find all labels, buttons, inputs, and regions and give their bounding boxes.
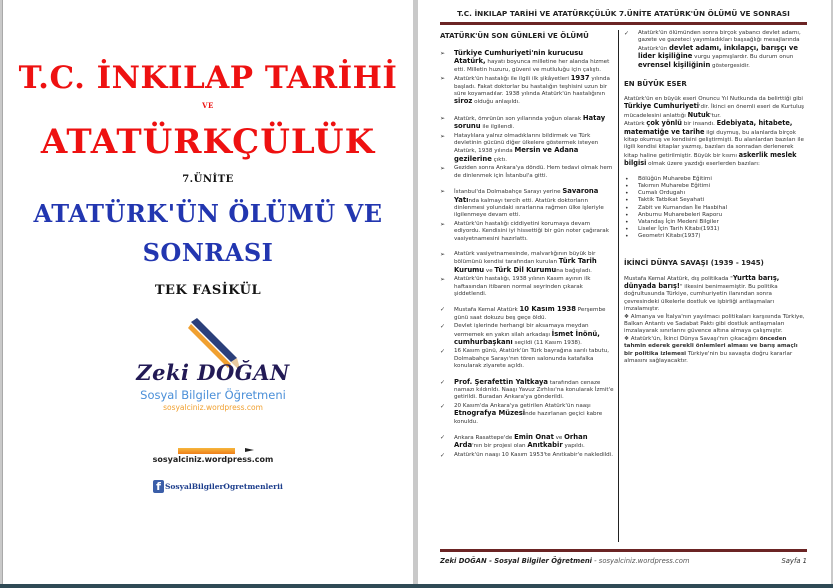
cover-unit: 7.ÜNİTE xyxy=(182,174,234,185)
list-item xyxy=(440,221,616,243)
arrow-icon xyxy=(245,448,254,452)
arrow-bullet-icon: ➢ xyxy=(440,188,446,196)
body-text: Geziden sonra Ankara'ya döndü. Hem tedavi olmak hem de dinlenmek için İstanbul'a gitti. xyxy=(454,165,613,179)
body-text: " ilkesini benimsemiştir. Bu politika doğrultusunda Türkiye, cumhuriyetin ilanından sonra çevresindeki ülkelerle dostluk ve işbirliği antlaşmaları imzalamıştır. xyxy=(624,283,778,313)
footer-url[interactable]: sosyalciniz.wordpress.com xyxy=(598,557,690,565)
bullet-dot-icon: • xyxy=(625,197,629,205)
body-text: yılında başladı. Fakat doktorlar bu hastalığın teşhisini uzun bir süre koyamadılar. 1938 yılında Atatürk'ün hastalığının xyxy=(454,76,610,98)
ww2-paragraph-2 xyxy=(624,314,806,336)
logo-url: sosyalciniz.wordpress.com xyxy=(163,403,263,412)
emphasis-text: 1937 xyxy=(570,74,590,83)
checkmark-icon: ✓ xyxy=(440,434,446,442)
cover-subtitle-line1: ATATÜRK'ÜN ÖLÜMÜ VE xyxy=(33,199,383,228)
bullet-dot-icon: • xyxy=(625,211,629,219)
cover-subtitle-line2: SONRASI xyxy=(142,238,274,267)
logo-author-name: Zeki DOĞAN xyxy=(136,360,290,385)
cover-edition: TEK FASİKÜL xyxy=(154,283,262,298)
list-item xyxy=(440,379,616,402)
website-url[interactable]: sosyalciniz.wordpress.com xyxy=(152,455,274,464)
body-text: hayatı boyunca milletine her alanda hizmet etti. Milletin huzuru, güveni ve mutluluğu için çalıştı. xyxy=(454,59,610,73)
list-item xyxy=(440,133,616,165)
body-text: Atatürk'ün, İkinci Dünya Savaşı'nın çıkacağını xyxy=(630,335,760,342)
body-text: bir insandı. xyxy=(682,121,717,128)
spacer xyxy=(440,244,616,251)
facebook-label: SosyalBilgilerOgretmenlerii xyxy=(165,481,283,491)
arrow-bullet-icon: ➢ xyxy=(440,132,446,140)
bullet-dot-icon: • xyxy=(625,233,629,241)
body-text: yapıldı. xyxy=(562,443,585,450)
list-item xyxy=(624,190,806,197)
body-text: seçildi (11 Kasım 1938). xyxy=(512,340,582,346)
emphasis-text: askerlik meslek bilgisi xyxy=(624,150,797,168)
body-text: olmak üzere yazdığı eserlerden bazıları: xyxy=(646,161,760,168)
emphasis-text: 10 Kasım 1938 xyxy=(519,305,576,314)
section-title-last-days: ATATÜRK'ÜN SON GÜNLERİ VE ÖLÜMÜ xyxy=(440,32,589,40)
list-item-label: Takımın Muharebe Eğitimi xyxy=(638,182,711,189)
footer-author-name: Zeki DOĞAN - Sosyal Bilgiler Öğretmeni xyxy=(440,557,592,565)
arrow-bullet-icon: ➢ xyxy=(440,250,446,258)
emphasis-text: devlet adamı, inkılapçı, barışçı ve lider kişiliğine xyxy=(638,43,798,61)
arrow-bullet-icon: ➢ xyxy=(440,220,446,228)
page-number: Sayfa 1 xyxy=(781,557,807,565)
emphasis-text: Etnografya Müzesi xyxy=(454,409,526,418)
body-text: 'tur. xyxy=(710,112,721,119)
cover-title-ve: VE xyxy=(202,101,214,110)
facebook-link[interactable] xyxy=(153,478,283,494)
emphasis-text: Edebiyata, hitabete, matematiğe ve tarihe xyxy=(624,119,793,136)
emphasis-text: Savarona Yatı xyxy=(454,187,599,204)
checkmark-icon: ✓ xyxy=(440,306,446,314)
body-text: Atatürk'ün naaşı 10 Kasım 1953'te Anıtkabir'e nakledildi. xyxy=(454,451,614,458)
list-item xyxy=(440,165,616,180)
footer-author xyxy=(440,557,690,565)
arrow-bullet-icon: ➢ xyxy=(440,75,446,83)
ww2-paragraph-1 xyxy=(624,275,806,314)
body-text: Atatürk'ün ölümünden sonra birçok yabancı devlet adamı, gazete ve gazeteci yayımladıkları başsağlığı mesajlarında Atatürk'ün xyxy=(638,30,801,52)
checkmark-icon: ✓ xyxy=(440,348,446,356)
body-text: 'nın bir projesi olan xyxy=(472,443,528,450)
list-item xyxy=(624,197,806,204)
arrow-bullet-icon: ➢ xyxy=(440,276,446,284)
arrow-bullet-icon: ➢ xyxy=(440,165,446,173)
list-item xyxy=(440,348,616,370)
diamond-bullet-icon: ❖ xyxy=(624,313,631,320)
body-text: Almanya ve İtalya'nın yayılmacı politikaları karşısında Türkiye, Balkan Antantı ve Sadabat Paktı gibi dostluk antlaşmaları imzalayarak sınırlarını güvence altına almaya çalışmıştır. xyxy=(624,313,805,335)
list-item xyxy=(624,233,806,240)
bullet-dot-icon: • xyxy=(625,175,629,183)
list-item-label: Anburnu Muharebeleri Raporu xyxy=(638,211,723,218)
emphasis-text: Prof. Şerafettin Yaltkaya xyxy=(454,377,548,386)
footer-rule xyxy=(440,549,807,552)
emphasis-text: Emin Onat xyxy=(514,433,554,442)
checkmark-icon: ✓ xyxy=(440,323,446,331)
body-text: Mustafa Kemal Atatürk, dış politikada " xyxy=(624,275,733,282)
list-item xyxy=(624,226,806,233)
list-item-label: Taktik Tatbikat Seyahati xyxy=(638,197,705,204)
checkmark-icon: ✓ xyxy=(440,451,446,459)
list-item xyxy=(440,276,616,298)
left-column xyxy=(440,30,616,460)
emphasis-text: Türkiye Cumhuriyeti xyxy=(624,102,700,111)
body-text: nda kalmayı tercih etti. Atatürk doktorların dinlenmesi yolundaki ısrarlarına rağmen ülke işleriyle ilgilenmeye devam etti. xyxy=(454,197,604,219)
author-logo xyxy=(123,316,303,416)
column-divider xyxy=(618,30,619,542)
body-text: Atatürk'ün hastalığı ile ilgili ilk şikâyetleri xyxy=(454,76,571,83)
window-bottom-edge xyxy=(0,584,833,588)
body-text: vurgu yapmışlardır. Bu durum onun xyxy=(692,54,794,61)
body-text: Mustafa Kemal Atatürk xyxy=(454,307,520,314)
body-text: ve xyxy=(553,435,565,442)
body-text: ile ilgilendi. xyxy=(480,124,515,131)
list-item xyxy=(440,188,616,220)
intro-bullet xyxy=(624,30,806,70)
emphasis-text: önceden tahmin ederek gerekli önlemleri alması ve barış amaçlı bir politika izlemesi xyxy=(624,335,798,357)
emphasis-text: Hatay sorunu xyxy=(454,113,606,131)
list-item xyxy=(440,452,616,459)
body-text: İstanbul'da Dolmabahçe Sarayı yerine xyxy=(454,189,563,196)
body-text: Türkiye'nin bu savaşta doğru kararlar almasını sağlayacaktır. xyxy=(624,350,793,364)
checkmark-icon: ✓ xyxy=(440,402,446,410)
works-paragraph-1 xyxy=(624,96,806,120)
list-item-label: Cumalı Ordugahı xyxy=(638,190,685,197)
right-column xyxy=(624,30,806,365)
ww2-paragraph-3 xyxy=(624,336,806,366)
list-item-label: Vatandaş İçin Medeni Bilgiler xyxy=(638,218,719,225)
list-item xyxy=(440,251,616,275)
emphasis-text: siroz xyxy=(454,97,473,106)
list-item xyxy=(440,403,616,426)
section-title-works: EN BÜYÜK ESER xyxy=(624,80,687,89)
arrow-bullet-icon: ➢ xyxy=(440,114,446,122)
body-text: 16 Kasım günü, Atatürk'ün Türk bayrağına sarılı tabutu, Dolmabahçe Sarayı'nın tören salonunda katafalka konularak ziyarete açıldı. xyxy=(454,348,610,370)
body-text: Atatürk, ömrünün son yıllarında yoğun olarak xyxy=(454,115,583,122)
list-item xyxy=(440,115,616,132)
facebook-icon: f xyxy=(153,480,164,493)
body-text: tarafından cenaze namazı kıldırıldı. Naaşı Yavuz Zırhlısı'na konularak İzmit'e getirildi. Buradan Ankara'ya gönderildi. xyxy=(454,379,614,401)
logo-author-role: Sosyal Bilgiler Öğretmeni xyxy=(140,388,286,402)
list-item xyxy=(624,212,806,219)
arrow-bullet-icon: ➢ xyxy=(440,50,446,57)
body-text: Devlet işlerinde herhangi bir aksamaya meydan vermemek en yakın silah arkadaşı xyxy=(454,323,589,338)
list-item xyxy=(440,306,616,322)
list-item xyxy=(440,323,616,347)
bullet-dot-icon: • xyxy=(625,218,629,226)
body-text: ilgi duymuş, bu alanlarda birçok kitap okumuş ve kendisini geliştirmişti. Bu alanlardan bazıları ile ilgili kendisi kitaplar yazmış, bazıları da sonradan derlenerek kitap haline getirilmiştir. Büyük bir kısmı xyxy=(624,129,804,159)
emphasis-text: İsmet İnönü, cumhurbaşkanı xyxy=(454,329,600,346)
body-text: Atatürk vasiyetnamesinde, malvarlığının büyük bir bölümünü kendisi tarafından kurulan xyxy=(454,250,596,266)
list-item-label: Zabit ve Kumandan İle Hasbihal xyxy=(638,204,728,211)
section-title-ww2: İKİNCİ DÜNYA SAVAŞI (1939 - 1945) xyxy=(624,258,764,267)
body-text: Atatürk'ün en büyük eseri Onuncu Yıl Nutkunda da belirttiği gibi xyxy=(624,96,803,103)
body-text: 'dir. İkinci en önemli eseri de Kurtuluş mücadelesini anlattığı xyxy=(624,104,805,119)
bullet-dot-icon: • xyxy=(625,190,629,198)
bullet-dot-icon: • xyxy=(625,204,629,212)
list-item xyxy=(440,50,616,74)
body-text: nde hazırlanan geçici kabre konuldu. xyxy=(454,411,603,425)
body-text: çıktı. xyxy=(491,156,508,163)
body-text: Atatürk'ün hastalığı ciddiyetini korumaya devam ediyordu. Kendisini iyi hissettiği bir gün noter çağırarak vasiyetnamesini hazırlattı. xyxy=(454,220,609,242)
cover-page xyxy=(2,0,413,584)
list-item-label: Bölüğün Muharebe Eğitimi xyxy=(638,175,712,182)
list-item xyxy=(624,205,806,212)
left-bullet-list xyxy=(440,50,616,459)
body-text: olduğu anlaşıldı. xyxy=(472,99,520,106)
cover-title-line1: T.C. İNKILAP TARİHİ xyxy=(18,60,398,96)
works-paragraph-2 xyxy=(624,120,806,168)
body-text: ve xyxy=(484,267,495,274)
emphasis-text: Anıtkabir xyxy=(527,441,563,450)
cover-title-line2: ATATÜRKÇÜLÜK xyxy=(40,122,376,162)
emphasis-text: Nutuk xyxy=(687,110,711,119)
body-text: na bağışladı. xyxy=(556,267,592,274)
body-text: Ankara Rasattepe'de xyxy=(454,435,515,442)
list-item-label: Liseler İçin Tarih Kitabı(1931) xyxy=(638,226,720,233)
diamond-bullet-icon: ❖ xyxy=(624,335,631,342)
website-logo xyxy=(143,438,283,468)
content-page xyxy=(418,0,831,584)
emphasis-text: Yurtta barış, dünyada barış! xyxy=(624,273,780,290)
list-item-label: Geometri Kitabı(1937) xyxy=(638,233,701,240)
body-text: 20 Kasım'da Ankara'ya getirilen Atatürk'ün naaşı xyxy=(454,402,591,409)
pencil-bar-icon xyxy=(178,448,235,454)
emphasis-text: Türk Tarih Kurumu xyxy=(454,257,597,274)
list-item xyxy=(624,176,806,183)
checkmark-icon: ✓ xyxy=(440,378,446,386)
emphasis-text: Türkiye Cumhuriyeti'nin kurucusu Atatürk, xyxy=(454,49,584,66)
list-item xyxy=(440,75,616,107)
bullet-dot-icon: • xyxy=(625,182,629,190)
body-text: Atatürk xyxy=(624,121,647,128)
body-text: göstergesidir. xyxy=(710,62,750,69)
works-list xyxy=(624,176,806,241)
emphasis-text: Mersin ve Adana gezilerine xyxy=(454,146,579,163)
emphasis-text: Türk Dil Kurumu xyxy=(494,265,557,274)
body-text: Atatürk'ün hastalığı, 1938 yılının Kasım ayının ilk haftasından itibaren normal seyrinden çıkarak şiddetlendi. xyxy=(454,276,591,297)
page-header: T.C. İNKILAP TARİHİ VE ATATÜRKÇÜLÜK 7.ÜNİTE ATATÜRK'ÜN ÖLÜMÜ VE SONRASI xyxy=(457,9,790,18)
body-text: Perşembe günü saat dokuzu beş geçe öldü. xyxy=(454,307,606,321)
list-item xyxy=(624,30,806,70)
body-text: Hataylılara yalnız olmadıklarını bildirmek ve Türk devletinin gücünü diğer ülkelere göstermek isteyen Atatürk, 1938 yılında xyxy=(454,132,599,155)
footer-separator: - xyxy=(592,557,599,565)
list-item xyxy=(440,434,616,451)
header-rule xyxy=(440,22,807,25)
list-item xyxy=(624,183,806,190)
bullet-dot-icon: • xyxy=(625,226,629,234)
emphasis-text: Orhan Arda xyxy=(454,433,588,450)
checkmark-icon: ✓ xyxy=(624,30,630,37)
emphasis-text: çok yönlü xyxy=(646,119,683,128)
emphasis-text: evrensel kişiliğinin xyxy=(638,60,711,69)
